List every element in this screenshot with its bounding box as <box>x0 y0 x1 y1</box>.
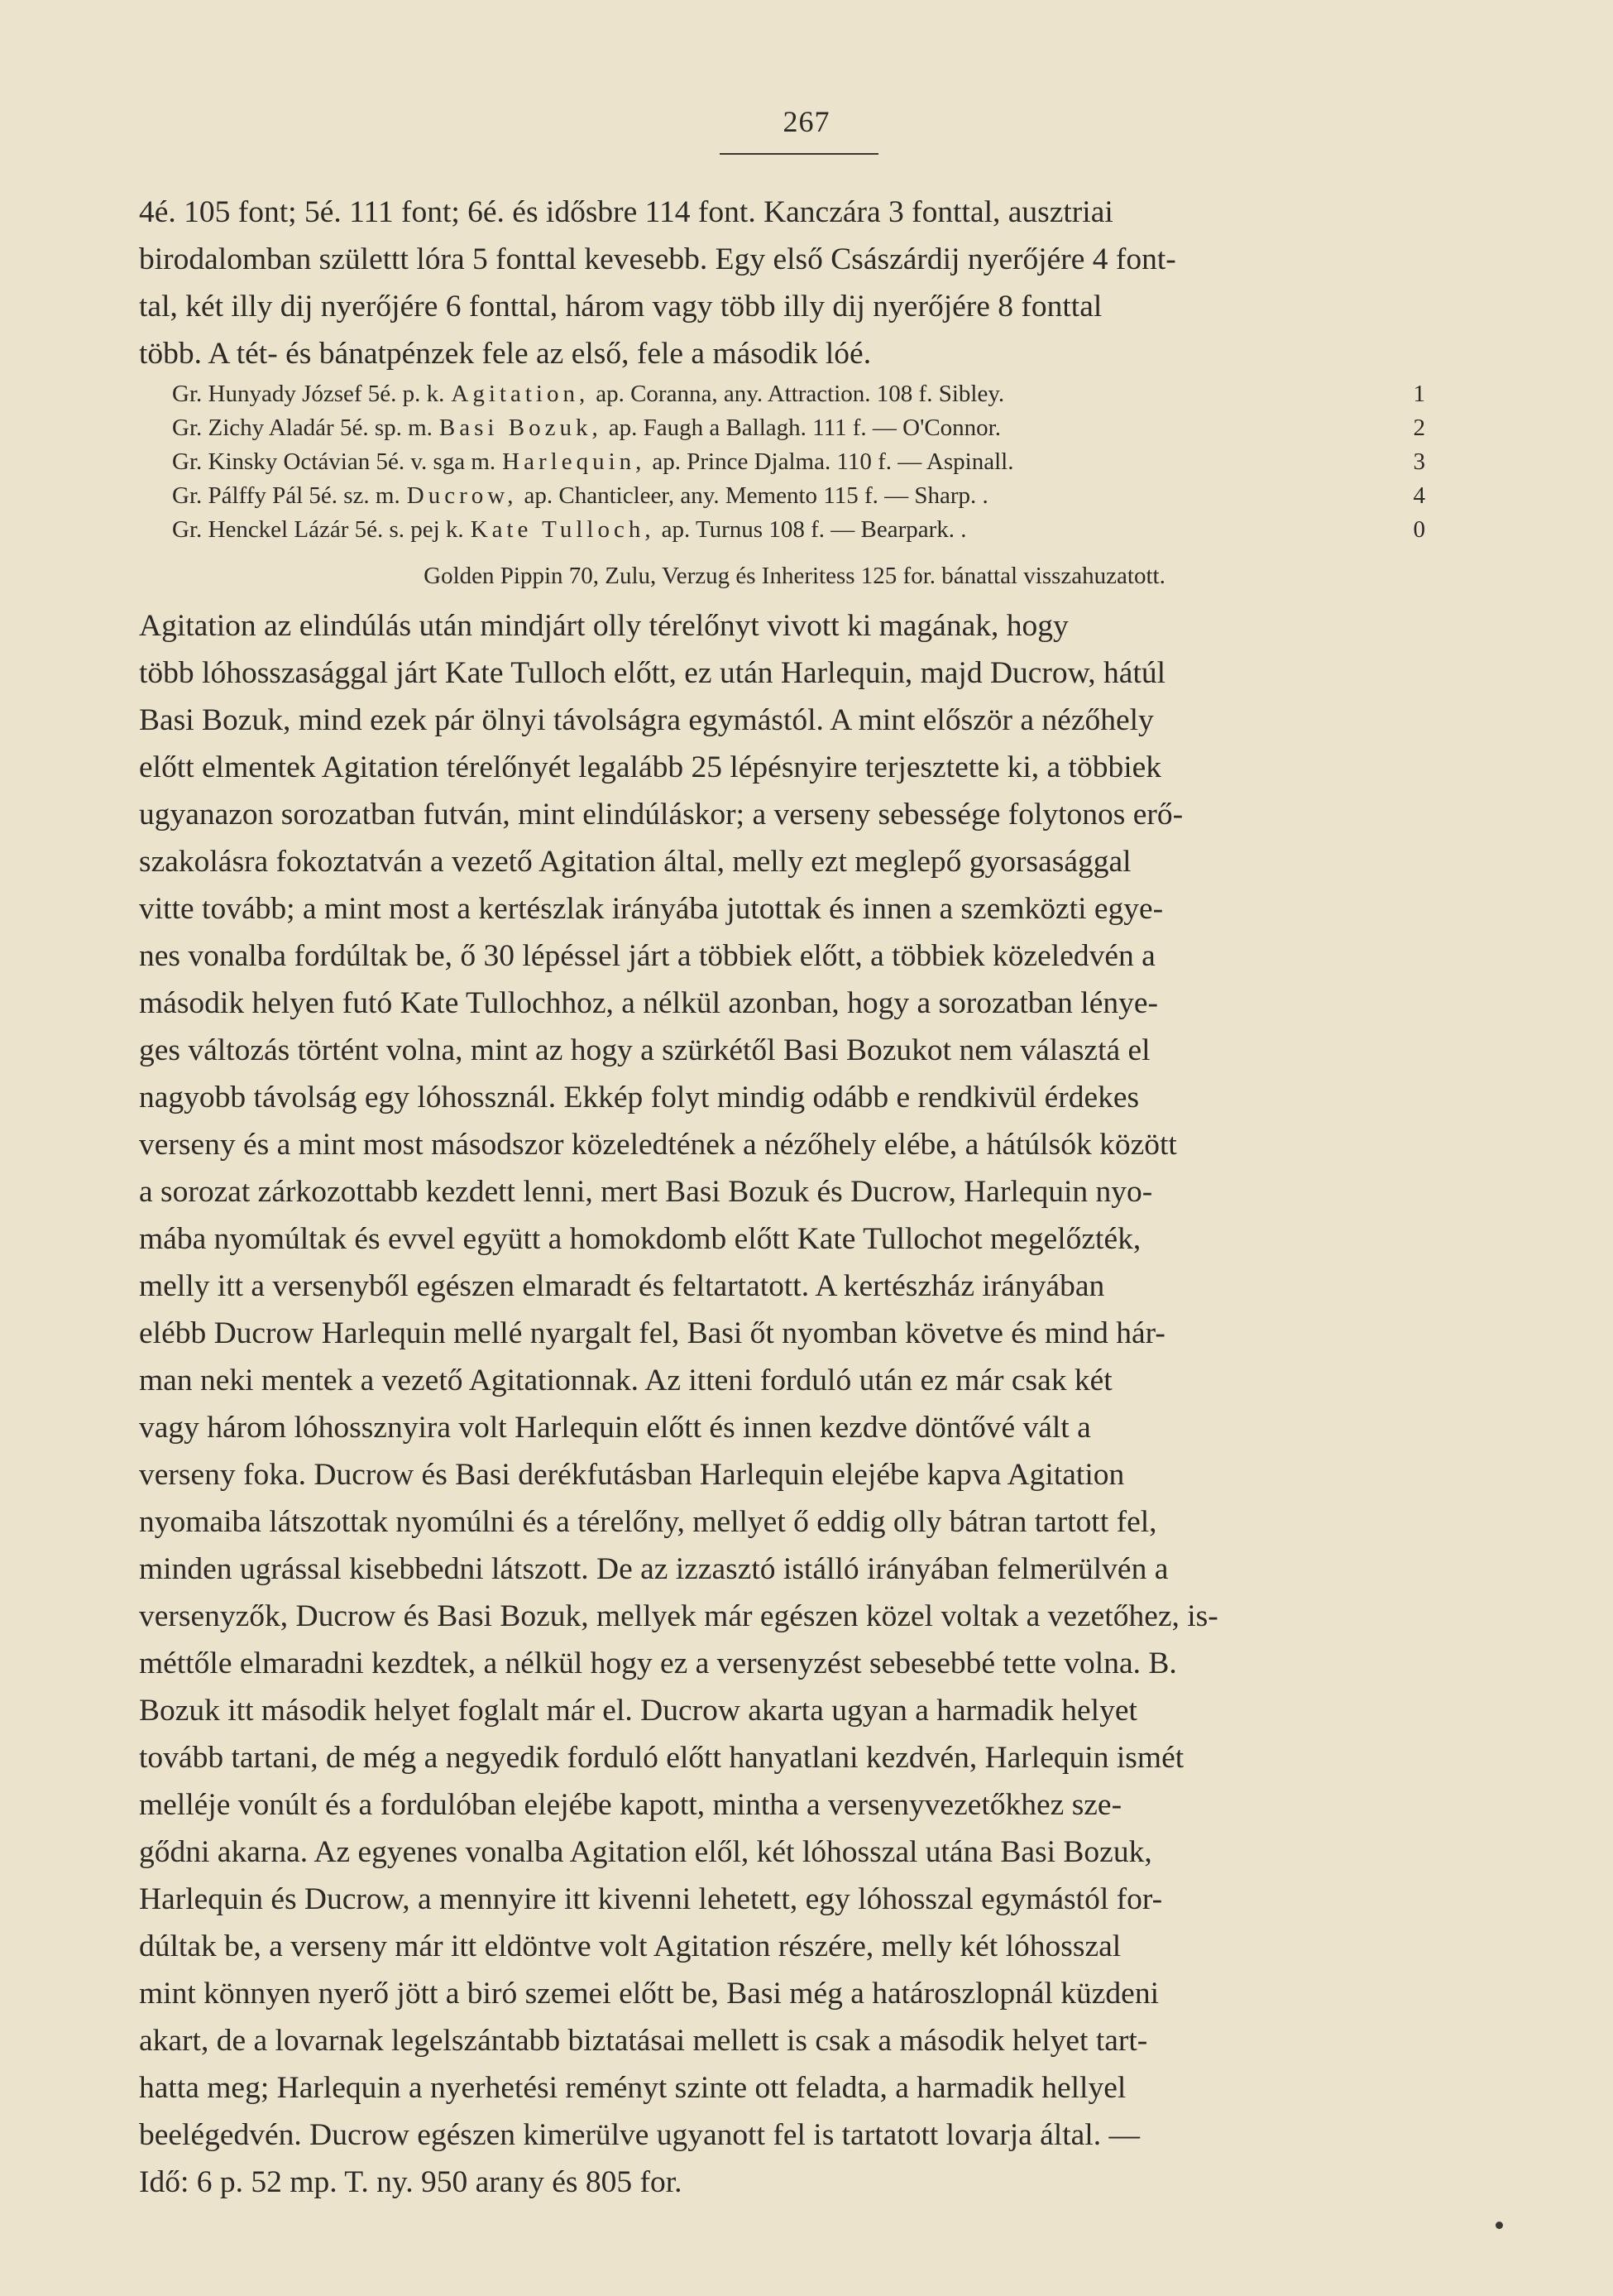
runner-horse: Basi Bozuk, <box>438 415 602 441</box>
text-line: a sorozat zárkozottabb kezdett lenni, mert Basi Bozuk és Ducrow, Harlequin nyo- <box>139 1175 1153 1209</box>
text-line: verseny foka. Ducrow és Basi derékfutásban Harlequin elejébe kapva Agitation <box>139 1458 1125 1492</box>
race-report-paragraph <box>139 602 1450 2206</box>
text-line: nes vonalba fordúltak be, ő 30 lépéssel járt a többiek előtt, a többiek közeledvén a <box>139 939 1156 973</box>
text-line: Idő: 6 p. 52 mp. T. ny. 950 arany és 805 for. <box>139 2165 682 2199</box>
forfeit-note: Golden Pippin 70, Zulu, Verzug és Inheritess 125 for. bánattal visszahuzatott. <box>424 563 1165 589</box>
text-line: melléje vonúlt és a fordulóban elejébe kapott, mintha a versenyvezetőkhez sze- <box>139 1788 1122 1822</box>
text-line: mába nyomúltak és evvel együtt a homokdomb előtt Kate Tullochot megelőzték, <box>139 1222 1142 1256</box>
header-rule <box>720 153 878 155</box>
text-line: ges változás történt volna, mint az hogy a szürkétől Basi Bozukot nem választá el <box>139 1033 1151 1067</box>
text-line: man neki mentek a vezető Agitationnak. Az itteni forduló után ez már csak két <box>139 1364 1113 1397</box>
text-line: méttőle elmaradni kezdtek, a nélkül hogy ez a versenyzést sebesebbé tette volna. B. <box>139 1647 1177 1680</box>
text-line: 4é. 105 font; 5é. 111 font; 6é. és idősbre 114 font. Kanczára 3 fonttal, ausztriai <box>139 195 1113 229</box>
runner-horse: Kate Tulloch, <box>470 516 655 543</box>
text-line: versenyzők, Ducrow és Basi Bozuk, mellyek már egészen közel voltak a vezetőhez, is- <box>139 1599 1218 1633</box>
text-line: előtt elmentek Agitation térelőnyét legalább 25 lépésnyire terjesztette ki, a többiek <box>139 750 1162 784</box>
runner-horse: Agitation, <box>451 381 590 407</box>
text-line: nyomaiba látszottak nyomúlni és a térelőny, mellyet ő eddig olly bátran tartott fel, <box>139 1505 1157 1539</box>
runner-details: ap. Coranna, any. Attraction. 108 f. Sibley. <box>596 381 1005 407</box>
runner-owner: Gr. Kinsky Octávian 5é. v. sga m. <box>172 448 496 475</box>
runner-details: ap. Turnus 108 f. — Bearpark. . <box>661 516 967 543</box>
text-line: mint könnyen nyerő jött a biró szemei előtt be, Basi még a határoszlopnál küzdeni <box>139 1977 1159 2011</box>
text-line: akart, de a lovarnak legelszántabb biztatásai mellett is csak a második helyet tart- <box>139 2024 1148 2058</box>
runner-place: 2 <box>1413 415 1425 441</box>
runner-place: 1 <box>1413 381 1425 407</box>
text-line: Basi Bozuk, mind ezek pár ölnyi távolságra egymástól. A mint először a nézőhely <box>139 703 1154 737</box>
text-line: szakolásra fokoztatván a vezető Agitation által, melly ezt meglepő gyorsasággal <box>139 845 1132 879</box>
text-line: több lóhosszasággal járt Kate Tulloch előtt, ez után Harlequin, majd Ducrow, hátúl <box>139 656 1166 690</box>
text-line: birodalomban születtt lóra 5 fonttal kevesebb. Egy első Császárdij nyerőjére 4 font- <box>139 242 1176 276</box>
text-line: melly itt a versenyből egészen elmaradt és feltartatott. A kertészház irányában <box>139 1269 1105 1303</box>
runner-row <box>172 513 1425 547</box>
runner-owner: Gr. Hunyady József 5é. p. k. <box>172 381 445 407</box>
text-line: tovább tartani, de még a negyedik forduló előtt hanyatlani kezdvén, Harlequin ismét <box>139 1741 1185 1775</box>
text-line: több. A tét- és bánatpénzek fele az első, fele a második lóé. <box>139 337 872 371</box>
runner-place: 3 <box>1413 448 1425 475</box>
runner-row <box>172 411 1425 445</box>
text-line: tal, két illy dij nyerőjére 6 fonttal, három vagy több illy dij nyerőjére 8 fonttal <box>139 290 1103 324</box>
runner-owner: Gr. Henckel Lázár 5é. s. pej k. <box>172 516 464 543</box>
text-line: Bozuk itt második helyet foglalt már el. Ducrow akarta ugyan a harmadik helyet <box>139 1694 1137 1728</box>
runner-list <box>172 377 1425 547</box>
runner-horse: Harlequin, <box>502 448 646 475</box>
text-line: második helyen futó Kate Tullochhoz, a nélkül azonban, hogy a sorozatban lénye- <box>139 986 1158 1020</box>
text-line: minden ugrással kisebbedni látszott. De az izzasztó istálló irányában felmerülvén a <box>139 1552 1169 1586</box>
text-line: hatta meg; Harlequin a nyerhetési reményt szinte ott feladta, a harmadik hellyel <box>139 2071 1127 2105</box>
text-line: Agitation az elindúlás után mindjárt olly térelőnyt vivott ki magának, hogy <box>139 609 1069 643</box>
text-line: gődni akarna. Az egyenes vonalba Agitation elől, két lóhosszal utána Basi Bozuk, <box>139 1835 1152 1869</box>
runner-row <box>172 479 1425 513</box>
ink-dot <box>1496 2222 1503 2229</box>
text-line: nagyobb távolság egy lóhossznál. Ekkép folyt mindig odább e rendkivül érdekes <box>139 1081 1140 1114</box>
text-line: elébb Ducrow Harlequin mellé nyargalt fel, Basi őt nyomban követve és mind hár- <box>139 1316 1165 1350</box>
race-conditions-paragraph <box>139 189 1450 377</box>
runner-row <box>172 445 1425 479</box>
text-line: ugyanazon sorozatban futván, mint elindúláskor; a verseny sebessége folytonos erő- <box>139 798 1184 832</box>
text-line: beelégedvén. Ducrow egészen kimerülve ugyanott fel is tartatott lovarja által. — <box>139 2118 1140 2152</box>
text-line: dúltak be, a verseny már itt eldöntve volt Agitation részére, melly két lóhosszal <box>139 1929 1122 1963</box>
runner-details: ap. Chanticleer, any. Memento 115 f. — Sharp. . <box>524 482 988 509</box>
text-line: verseny és a mint most másodszor közeledtének a nézőhely elébe, a hátúlsók között <box>139 1128 1177 1162</box>
runner-row <box>172 377 1425 411</box>
runner-place: 4 <box>1413 482 1425 509</box>
runner-details: ap. Faugh a Ballagh. 111 f. — O'Connor. <box>608 415 1001 441</box>
runner-details: ap. Prince Djalma. 110 f. — Aspinall. <box>652 448 1014 475</box>
runner-place: 0 <box>1413 516 1425 543</box>
runner-owner: Gr. Pálffy Pál 5é. sz. m. <box>172 482 400 509</box>
text-line: vitte tovább; a mint most a kertészlak irányába jutottak és innen a szemközti egye- <box>139 892 1164 926</box>
runner-owner: Gr. Zichy Aladár 5é. sp. m. <box>172 415 433 441</box>
runner-horse: Ducrow, <box>406 482 518 509</box>
page-number: 267 <box>783 105 830 138</box>
text-line: vagy három lóhossznyira volt Harlequin előtt és innen kezdve döntővé vált a <box>139 1411 1091 1445</box>
text-line: Harlequin és Ducrow, a mennyire itt kivenni lehetett, egy lóhosszal egymástól for- <box>139 1882 1163 1916</box>
